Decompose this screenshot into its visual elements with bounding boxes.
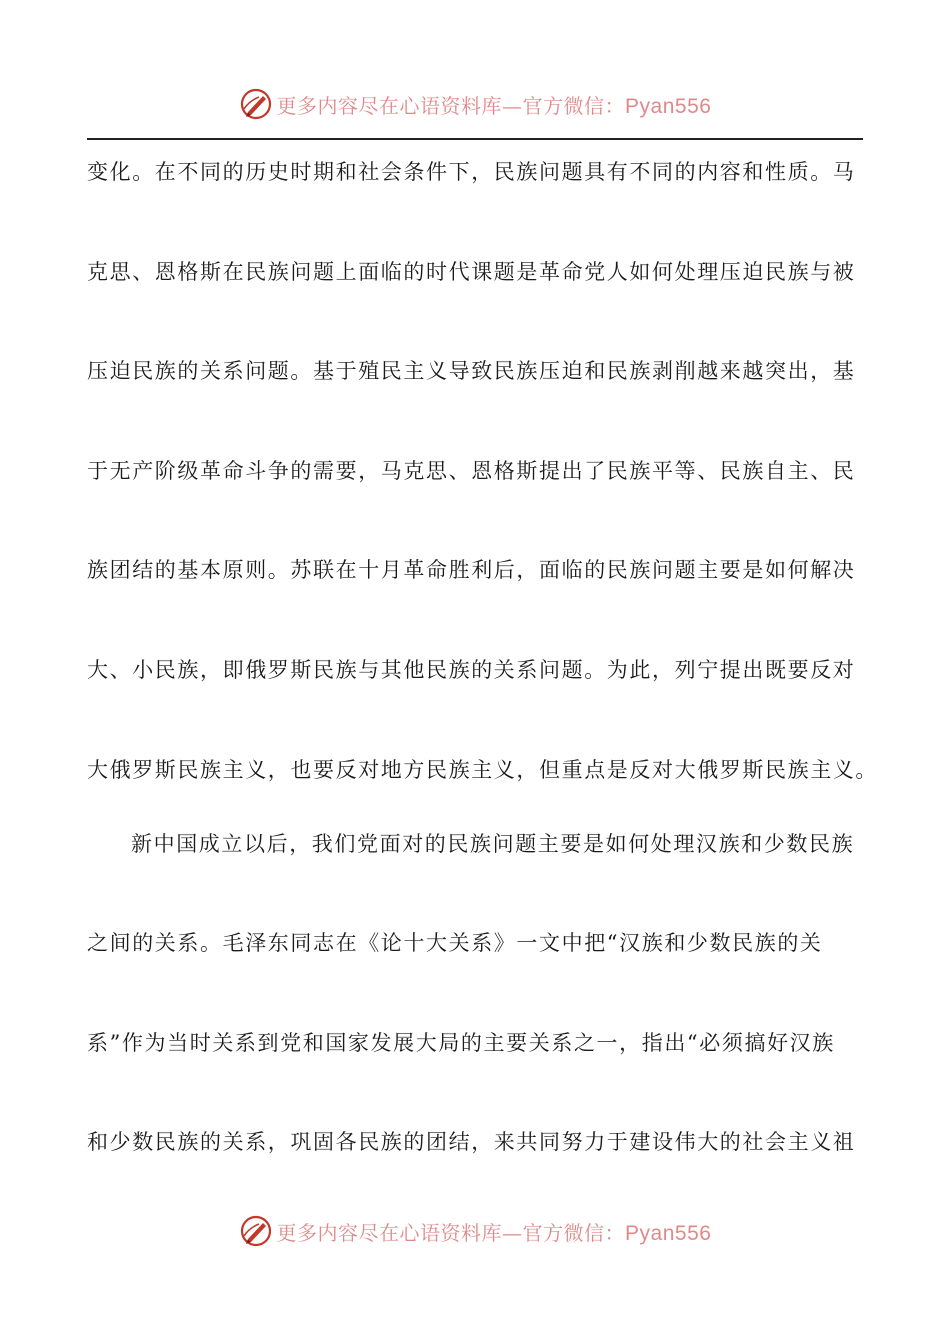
header-banner-wechat-id: Pyan556 (625, 94, 712, 118)
header-banner (0, 84, 950, 124)
document-body (87, 149, 878, 1219)
footer-banner-main: 更多内容尽在心语资料库 (276, 1220, 503, 1245)
body-line-3: 压迫民族的关系问题。基于殖民主义导致民族压迫和民族剥削越来越突出，基 (87, 359, 856, 384)
body-line-2: 克思、恩格斯在民族问题上面临的时代课题是革命党人如何处理压迫民族与被 (87, 259, 856, 284)
header-banner-main: 更多内容尽在心语资料库 (276, 93, 503, 118)
header-rule (87, 138, 863, 140)
body-line-5: 族团结的基本原则。苏联在十月革命胜利后，面临的民族问题主要是如何解决 (87, 558, 856, 583)
body-line-4: 于无产阶级革命斗争的需要，马克思、恩格斯提出了民族平等、民族自主、民 (87, 458, 856, 483)
body-line-10: 系”作为当时关系到党和国家发展大局的主要关系之一，指出“必须搞好汉族 (87, 1030, 835, 1055)
header-banner-text (277, 90, 712, 119)
body-line-11: 和少数民族的关系，巩固各民族的团结，来共同努力于建设伟大的社会主义祖 (87, 1130, 856, 1155)
footer-banner (0, 1211, 950, 1251)
footer-banner-text (277, 1217, 712, 1246)
pen-logo-icon (239, 87, 273, 121)
footer-banner-wechat-id: Pyan556 (625, 1221, 712, 1245)
pen-logo-icon (239, 1214, 273, 1248)
footer-banner-wechat-label: 官方微信： (522, 1220, 626, 1245)
header-banner-wechat-label: 官方微信： (522, 93, 626, 118)
body-line-6: 大、小民族，即俄罗斯民族与其他民族的关系问题。为此，列宁提出既要反对 (87, 657, 856, 682)
body-line-1: 变化。在不同的历史时期和社会条件下，民族问题具有不同的内容和性质。马 (87, 160, 856, 184)
footer-banner-separator: — (502, 1220, 523, 1245)
header-banner-separator: — (502, 93, 523, 118)
body-line-9: 之间的关系。毛泽东同志在《论十大关系》一文中把“汉族和少数民族的关 (87, 931, 823, 956)
body-line-7: 大俄罗斯民族主义，也要反对地方民族主义，但重点是反对大俄罗斯民族主义。 (87, 757, 878, 782)
body-line-8: 新中国成立以后，我们党面对的民族问题主要是如何处理汉族和少数民族 (131, 831, 855, 856)
